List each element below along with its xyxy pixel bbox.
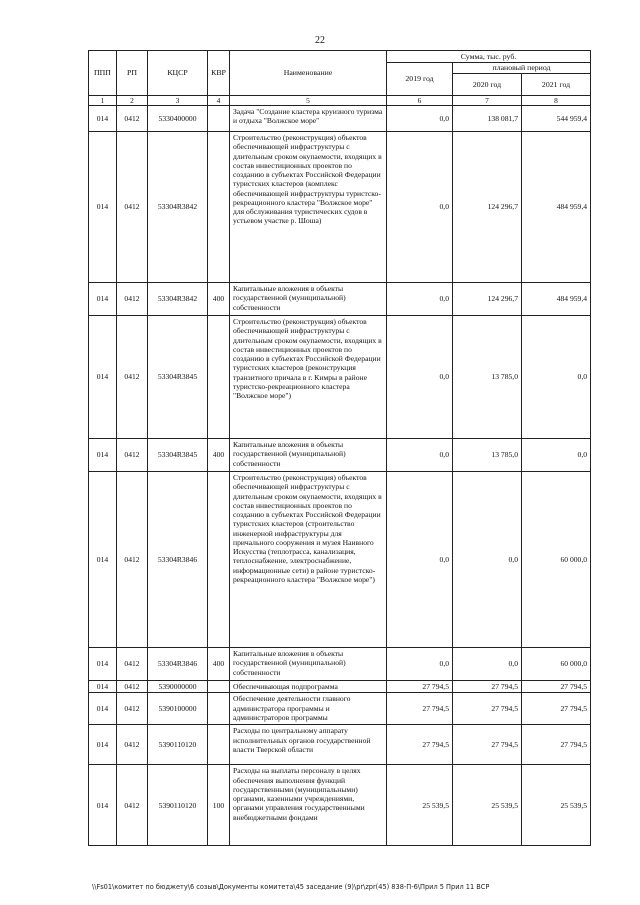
- cell-kvr: [208, 681, 230, 693]
- cell-amount-2019: 0,0: [387, 439, 453, 472]
- cell-amount-2019: 0,0: [387, 472, 453, 648]
- cell-kcsr: 53304R3845: [148, 439, 208, 472]
- cell-kcsr: 5330400000: [148, 106, 208, 132]
- table-row: [89, 765, 591, 846]
- cell-rp: 0412: [117, 439, 148, 472]
- cell-name: Строительство (реконструкция) объектов обеспечивающей инфраструктуры с длительным сроком окупаемости, входящих в состав инвестиционных проектов по созданию в субъектах Российской Федерации туристских кластеров (комплекс обеспечивающей инфраструктуры туристско-рекреационного кластера "Волжское море" для обслуживания туристических судов в устьевом участке р. Шоша): [230, 132, 387, 283]
- column-number: 6: [387, 96, 453, 106]
- cell-ppp: 014: [89, 316, 117, 439]
- cell-amount-2019: 27 794,5: [387, 693, 453, 725]
- cell-amount-2021: 484 959,4: [522, 132, 591, 283]
- table-row: [89, 693, 591, 725]
- cell-ppp: 014: [89, 106, 117, 132]
- cell-amount-2020: 27 794,5: [453, 693, 522, 725]
- cell-kcsr: 53304R3842: [148, 283, 208, 316]
- cell-kcsr: 5390000000: [148, 681, 208, 693]
- header-year-2019: 2019 год: [387, 63, 453, 96]
- cell-amount-2021: 25 539,5: [522, 765, 591, 846]
- cell-name: Расходы на выплаты персоналу в целях обеспечения выполнения функций государственными (муниципальными) органами, казенными учреждениями, органами управления государственными внебюджетными фондами: [230, 765, 387, 846]
- cell-name: Строительство (реконструкция) объектов обеспечивающей инфраструктуры с длительным сроком окупаемости, входящих в состав инвестиционных проектов по созданию в субъектах Российской Федерации туристских кластеров (строительство инженерной инфраструктуры для причального сооружения и музея Наивного Искусства (теплотрасса, канализация, теплоснабжение, электроснабжение, информационные сети) в районе туристско-рекреационного кластера "Волжское море"): [230, 472, 387, 648]
- cell-amount-2019: 0,0: [387, 648, 453, 681]
- header-kvr: КВР: [208, 51, 230, 96]
- cell-rp: 0412: [117, 765, 148, 846]
- cell-name: Капитальные вложения в объекты государственной (муниципальной) собственности: [230, 439, 387, 472]
- table-row: [89, 725, 591, 765]
- cell-rp: 0412: [117, 132, 148, 283]
- cell-rp: 0412: [117, 681, 148, 693]
- cell-ppp: 014: [89, 725, 117, 765]
- cell-rp: 0412: [117, 472, 148, 648]
- cell-amount-2019: 27 794,5: [387, 725, 453, 765]
- header-sum: Сумма, тыс. руб.: [387, 51, 591, 63]
- cell-rp: 0412: [117, 725, 148, 765]
- cell-amount-2019: 0,0: [387, 106, 453, 132]
- cell-rp: 0412: [117, 106, 148, 132]
- cell-amount-2020: 25 539,5: [453, 765, 522, 846]
- cell-name: Обеспечение деятельности главного администратора программы и администраторов программы: [230, 693, 387, 725]
- cell-rp: 0412: [117, 648, 148, 681]
- header-name: Наименование: [230, 51, 387, 96]
- cell-ppp: 014: [89, 472, 117, 648]
- table-row: [89, 648, 591, 681]
- cell-amount-2020: 138 081,7: [453, 106, 522, 132]
- table-row: [89, 283, 591, 316]
- column-number: 2: [117, 96, 148, 106]
- cell-kvr: 100: [208, 765, 230, 846]
- cell-ppp: 014: [89, 648, 117, 681]
- cell-kcsr: 5390110120: [148, 725, 208, 765]
- cell-rp: 0412: [117, 283, 148, 316]
- cell-amount-2020: 124 296,7: [453, 132, 522, 283]
- cell-amount-2020: 0,0: [453, 472, 522, 648]
- table-row: [89, 472, 591, 648]
- header-ppp: ППП: [89, 51, 117, 96]
- cell-amount-2019: 0,0: [387, 283, 453, 316]
- cell-amount-2020: 124 296,7: [453, 283, 522, 316]
- cell-amount-2021: 484 959,4: [522, 283, 591, 316]
- cell-amount-2019: 0,0: [387, 132, 453, 283]
- cell-amount-2020: 13 785,0: [453, 439, 522, 472]
- column-number: 8: [522, 96, 591, 106]
- table-row: [89, 439, 591, 472]
- cell-amount-2021: 27 794,5: [522, 693, 591, 725]
- cell-amount-2020: 27 794,5: [453, 681, 522, 693]
- column-number: 4: [208, 96, 230, 106]
- column-number: 3: [148, 96, 208, 106]
- table-row: [89, 106, 591, 132]
- header-year-2021: 2021 год: [522, 74, 591, 96]
- cell-ppp: 014: [89, 439, 117, 472]
- cell-ppp: 014: [89, 132, 117, 283]
- column-number: 1: [89, 96, 117, 106]
- cell-name: Капитальные вложения в объекты государственной (муниципальной) собственности: [230, 648, 387, 681]
- cell-name: Обеспечивающая подпрограмма: [230, 681, 387, 693]
- cell-amount-2020: 0,0: [453, 648, 522, 681]
- cell-amount-2021: 27 794,5: [522, 725, 591, 765]
- budget-table: [88, 50, 591, 846]
- cell-kvr: [208, 316, 230, 439]
- cell-name: Капитальные вложения в объекты государственной (муниципальной) собственности: [230, 283, 387, 316]
- table-row: [89, 132, 591, 283]
- table-row: [89, 316, 591, 439]
- cell-amount-2020: 27 794,5: [453, 725, 522, 765]
- cell-kvr: [208, 725, 230, 765]
- cell-name: Расходы по центральному аппарату исполнительных органов государственной власти Тверской области: [230, 725, 387, 765]
- cell-kcsr: 53304R3842: [148, 132, 208, 283]
- cell-kcsr: 5390110120: [148, 765, 208, 846]
- file-path-footer: \\Fs01\комитет по бюджету\6 созыв\Документы комитета\45 заседание (9)\pr\zpr(45) 838-П-6\Прил 5 Прил 11 ВСР: [92, 883, 490, 891]
- header-plan-period: плановый период: [453, 63, 591, 74]
- column-number: 5: [230, 96, 387, 106]
- cell-name: Строительство (реконструкция) объектов обеспечивающей инфраструктуры с длительным сроком окупаемости, входящих в состав инвестиционных проектов по созданию в субъектах Российской Федерации туристских кластеров (реконструкция транзитного причала в г. Кимры в районе туристско-рекреационного кластера "Волжское море"): [230, 316, 387, 439]
- cell-amount-2019: 25 539,5: [387, 765, 453, 846]
- cell-rp: 0412: [117, 316, 148, 439]
- cell-kcsr: 53304R3846: [148, 472, 208, 648]
- cell-kcsr: 5390100000: [148, 693, 208, 725]
- cell-kvr: [208, 472, 230, 648]
- cell-kvr: [208, 106, 230, 132]
- cell-kvr: [208, 693, 230, 725]
- cell-amount-2021: 27 794,5: [522, 681, 591, 693]
- cell-kcsr: 53304R3845: [148, 316, 208, 439]
- header-year-2020: 2020 год: [453, 74, 522, 96]
- cell-amount-2020: 13 785,0: [453, 316, 522, 439]
- cell-kcsr: 53304R3846: [148, 648, 208, 681]
- cell-amount-2021: 0,0: [522, 316, 591, 439]
- cell-ppp: 014: [89, 765, 117, 846]
- header-kcsr: КЦСР: [148, 51, 208, 96]
- cell-kvr: 400: [208, 648, 230, 681]
- cell-ppp: 014: [89, 693, 117, 725]
- cell-kvr: 400: [208, 439, 230, 472]
- cell-amount-2019: 0,0: [387, 316, 453, 439]
- column-number: 7: [453, 96, 522, 106]
- cell-name: Задача "Создание кластера круизного туризма и отдыха "Волжское море": [230, 106, 387, 132]
- cell-ppp: 014: [89, 283, 117, 316]
- cell-amount-2021: 544 959,4: [522, 106, 591, 132]
- cell-kvr: 400: [208, 283, 230, 316]
- cell-amount-2021: 60 000,0: [522, 648, 591, 681]
- cell-kvr: [208, 132, 230, 283]
- cell-amount-2021: 60 000,0: [522, 472, 591, 648]
- cell-ppp: 014: [89, 681, 117, 693]
- cell-amount-2021: 0,0: [522, 439, 591, 472]
- table-row: [89, 681, 591, 693]
- cell-rp: 0412: [117, 693, 148, 725]
- header-rp: РП: [117, 51, 148, 96]
- page-number: 22: [315, 35, 325, 46]
- cell-amount-2019: 27 794,5: [387, 681, 453, 693]
